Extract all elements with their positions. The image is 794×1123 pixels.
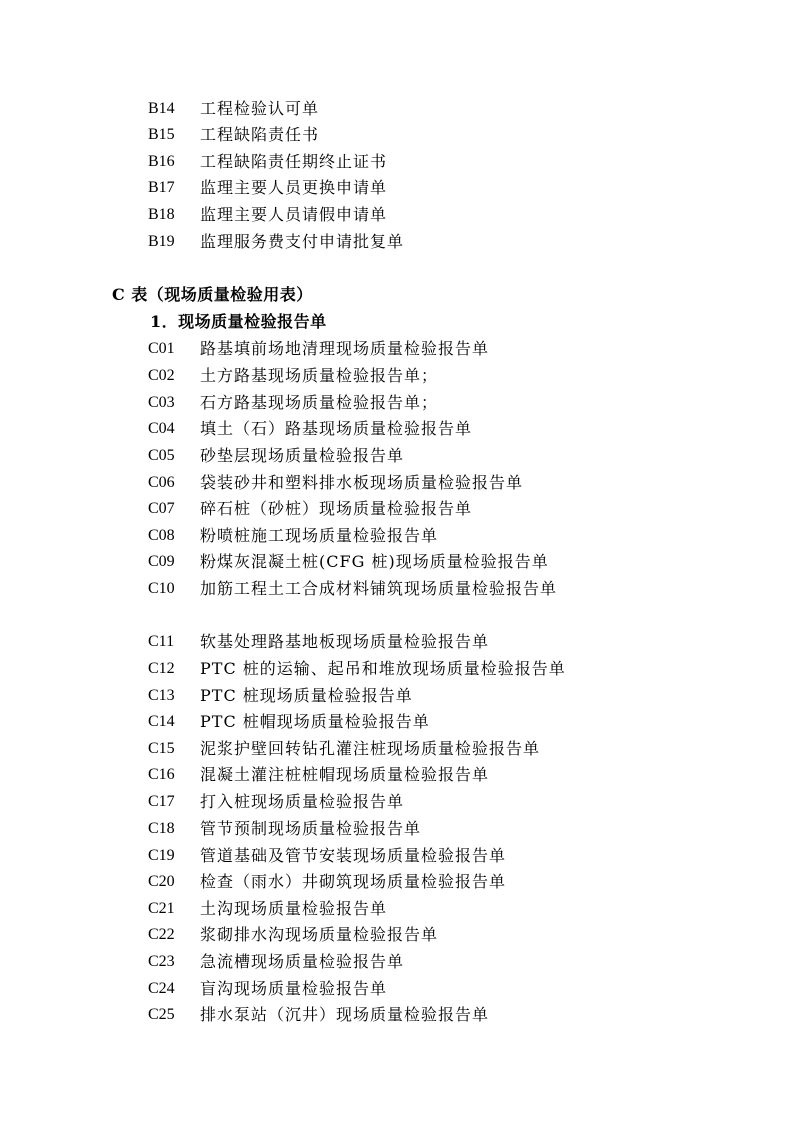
item-code: C13 — [148, 687, 175, 704]
item-code: B15 — [148, 126, 175, 143]
item-title: 浆砌排水沟现场质量检验报告单 — [200, 925, 439, 944]
item-code: C10 — [148, 580, 175, 597]
item-code: B14 — [148, 100, 175, 117]
item-code: C19 — [148, 847, 175, 864]
section-subheading: 1．现场质量检验报告单 — [150, 312, 327, 331]
item-title: 监理服务费支付申请批复单 — [200, 232, 405, 251]
item-code: C03 — [148, 394, 175, 411]
item-code: C11 — [148, 633, 175, 650]
item-title: PTC 桩现场质量检验报告单 — [200, 686, 413, 705]
item-title: 混凝土灌注桩桩帽现场质量检验报告单 — [200, 765, 490, 784]
item-title: 管道基础及管节安装现场质量检验报告单 — [200, 846, 507, 865]
item-title: 土方路基现场质量检验报告单； — [200, 366, 439, 385]
item-title: 路基填前场地清理现场质量检验报告单 — [200, 339, 490, 358]
item-code: C25 — [148, 1006, 175, 1023]
item-code: C06 — [148, 474, 175, 491]
item-title: 管节预制现场质量检验报告单 — [200, 819, 422, 838]
item-code: C15 — [148, 740, 175, 757]
item-code: C04 — [148, 420, 175, 437]
section-heading: C 表（现场质量检验用表） — [112, 285, 313, 304]
item-code: C01 — [148, 340, 175, 357]
item-code: C05 — [148, 447, 175, 464]
item-title: 工程检验认可单 — [200, 99, 320, 118]
item-title: 排水泵站（沉井）现场质量检验报告单 — [200, 1005, 490, 1024]
item-code: C17 — [148, 793, 175, 810]
item-code: B16 — [148, 153, 175, 170]
item-code: C18 — [148, 820, 175, 837]
item-code: B17 — [148, 179, 175, 196]
item-title: 检查（雨水）井砌筑现场质量检验报告单 — [200, 872, 507, 891]
item-title: 石方路基现场质量检验报告单； — [200, 393, 439, 412]
item-title: 碎石桩（砂桩）现场质量检验报告单 — [200, 499, 473, 518]
item-code: C02 — [148, 367, 175, 384]
item-code: C23 — [148, 953, 175, 970]
item-title: 工程缺陷责任期终止证书 — [200, 152, 388, 171]
item-code: C20 — [148, 873, 175, 890]
item-title: PTC 桩帽现场质量检验报告单 — [200, 712, 430, 731]
item-code: B18 — [148, 206, 175, 223]
item-title: PTC 桩的运输、起吊和堆放现场质量检验报告单 — [200, 659, 566, 678]
item-title: 粉喷桩施工现场质量检验报告单 — [200, 526, 439, 545]
item-code: B19 — [148, 233, 175, 250]
item-code: C22 — [148, 926, 175, 943]
item-code: C21 — [148, 900, 175, 917]
item-code: C16 — [148, 766, 175, 783]
item-code: C09 — [148, 553, 175, 570]
item-title: 急流槽现场质量检验报告单 — [200, 952, 405, 971]
item-title: 打入桩现场质量检验报告单 — [200, 792, 405, 811]
item-title: 砂垫层现场质量检验报告单 — [200, 446, 405, 465]
item-title: 泥浆护壁回转钻孔灌注桩现场质量检验报告单 — [200, 739, 541, 758]
item-code: C08 — [148, 527, 175, 544]
item-title: 盲沟现场质量检验报告单 — [200, 979, 388, 998]
item-code: C07 — [148, 500, 175, 517]
item-title: 软基处理路基地板现场质量检验报告单 — [200, 632, 490, 651]
item-code: C24 — [148, 980, 175, 997]
item-title: 监理主要人员请假申请单 — [200, 205, 388, 224]
item-title: 填土（石）路基现场质量检验报告单 — [200, 419, 473, 438]
item-title: 袋装砂井和塑料排水板现场质量检验报告单 — [200, 473, 524, 492]
item-title: 土沟现场质量检验报告单 — [200, 899, 388, 918]
item-title: 监理主要人员更换申请单 — [200, 178, 388, 197]
item-title: 工程缺陷责任书 — [200, 125, 320, 144]
item-code: C12 — [148, 660, 175, 677]
item-code: C14 — [148, 713, 175, 730]
item-title: 加筋工程土工合成材料铺筑现场质量检验报告单 — [200, 579, 558, 598]
item-title: 粉煤灰混凝土桩(CFG 桩)现场质量检验报告单 — [200, 552, 549, 571]
